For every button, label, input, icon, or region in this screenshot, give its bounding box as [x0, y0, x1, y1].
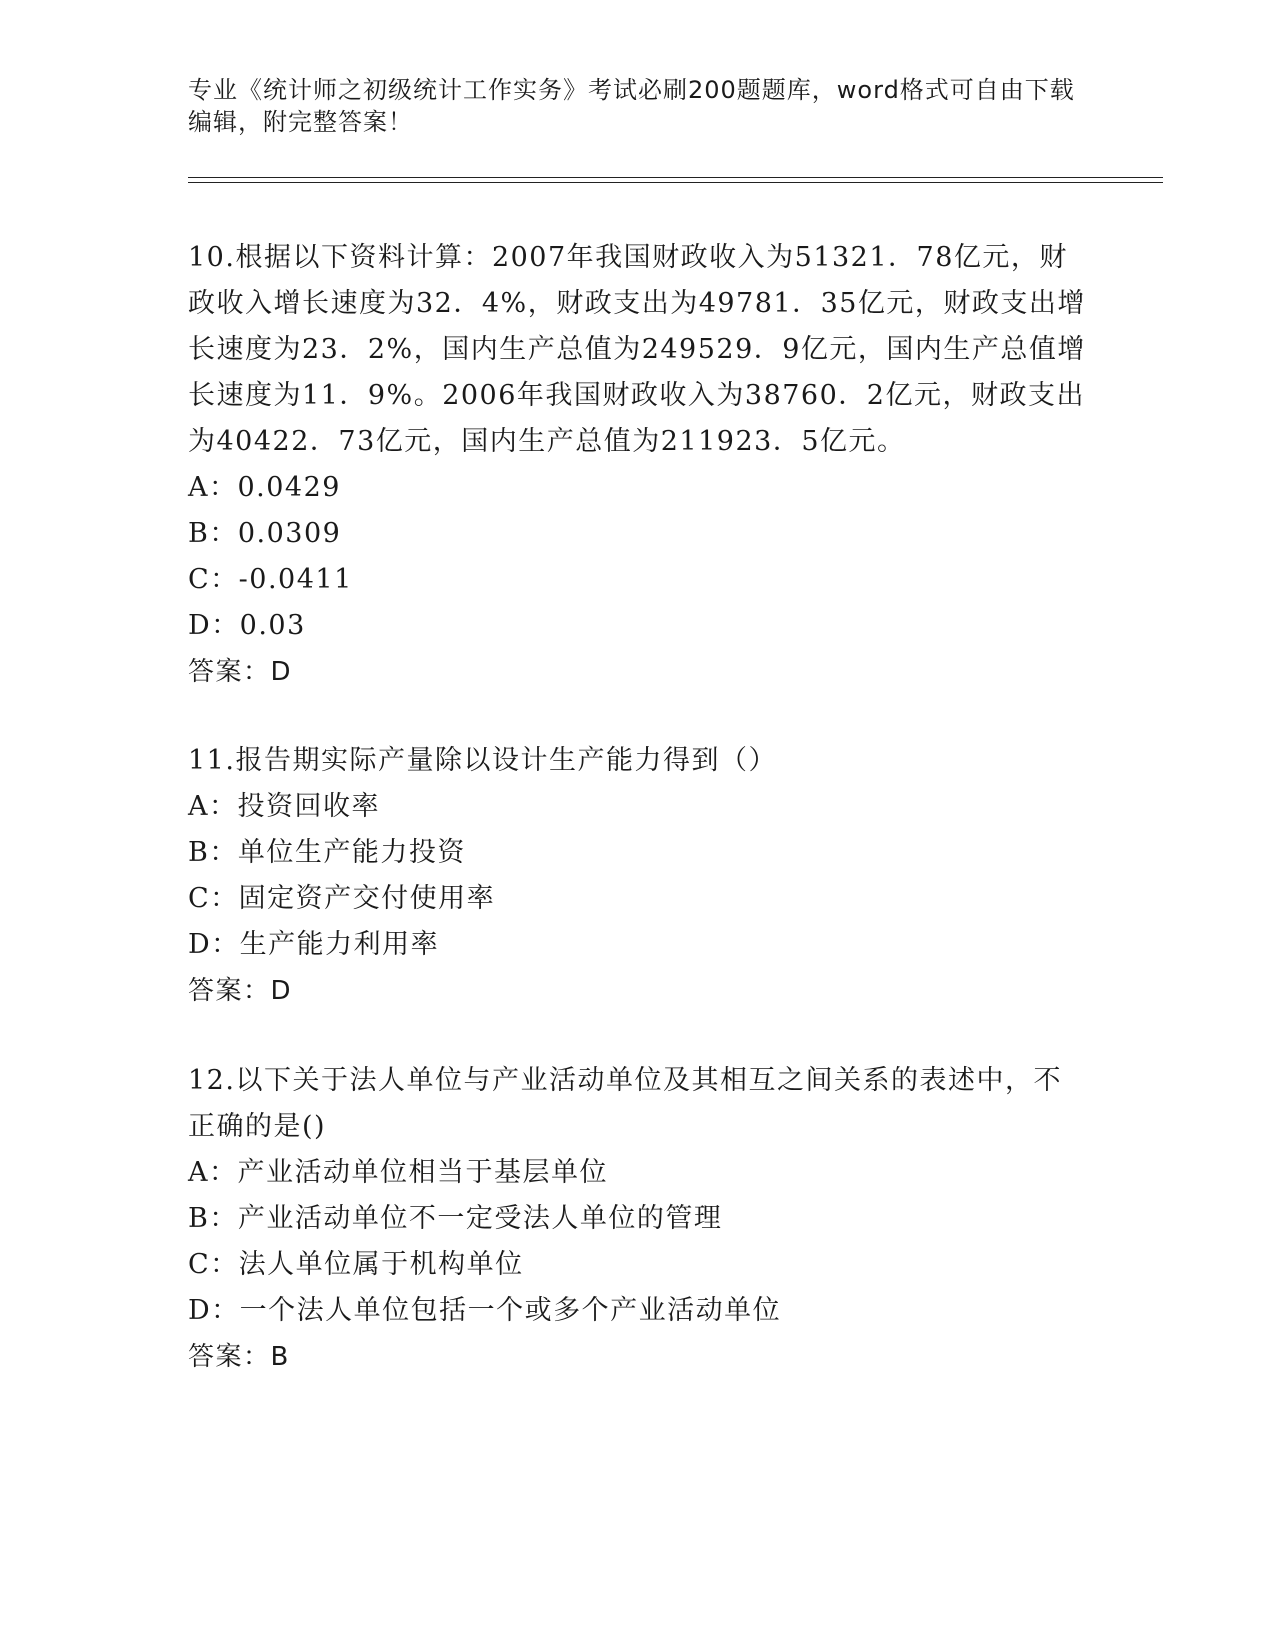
option-c: C：法人单位属于机构单位: [188, 1249, 524, 1280]
option-a: A：产业活动单位相当于基层单位: [188, 1157, 608, 1188]
header-divider-bottom: [188, 182, 1163, 183]
option-a: A：投资回收率: [188, 791, 380, 822]
option-d: D：0.03: [188, 610, 306, 641]
question-block: [188, 235, 1088, 695]
option-a: A：0.0429: [188, 472, 341, 503]
option-b: B：0.0309: [188, 518, 342, 549]
option-b: B：产业活动单位不一定受法人单位的管理: [188, 1203, 723, 1234]
question-text: 10.根据以下资料计算：2007年我国财政收入为51321．78亿元，财政收入增长速度为32．4%，财政支出为49781．35亿元，财政支出增长速度为23．2%，国内生产总值为249529．9亿元，国内生产总值增长速度为11．9%。2006年我国财政收入为38760．2亿元，财政支出为40422．73亿元，国内生产总值为211923．5亿元。: [188, 242, 1086, 457]
option-b: B：单位生产能力投资: [188, 837, 466, 868]
document-header: 专业《统计师之初级统计工作实务》考试必刷200题题库，word格式可自由下载编辑，附完整答案！: [188, 76, 1075, 136]
option-d: D：一个法人单位包括一个或多个产业活动单位: [188, 1295, 782, 1326]
option-c: C：-0.0411: [188, 564, 353, 595]
answer-line: 答案：D: [188, 976, 293, 1006]
answer-line: 答案：B: [188, 1342, 290, 1372]
question-block: [188, 1058, 1088, 1380]
answer-line: 答案：D: [188, 657, 293, 687]
option-d: D：生产能力利用率: [188, 929, 440, 960]
header-divider-top: [188, 177, 1163, 178]
question-text: 12.以下关于法人单位与产业活动单位及其相互之间关系的表述中，不正确的是(): [188, 1065, 1062, 1142]
option-c: C：固定资产交付使用率: [188, 883, 496, 914]
question-text: 11.报告期实际产量除以设计生产能力得到（）: [188, 745, 777, 776]
question-block: [188, 738, 1088, 1014]
